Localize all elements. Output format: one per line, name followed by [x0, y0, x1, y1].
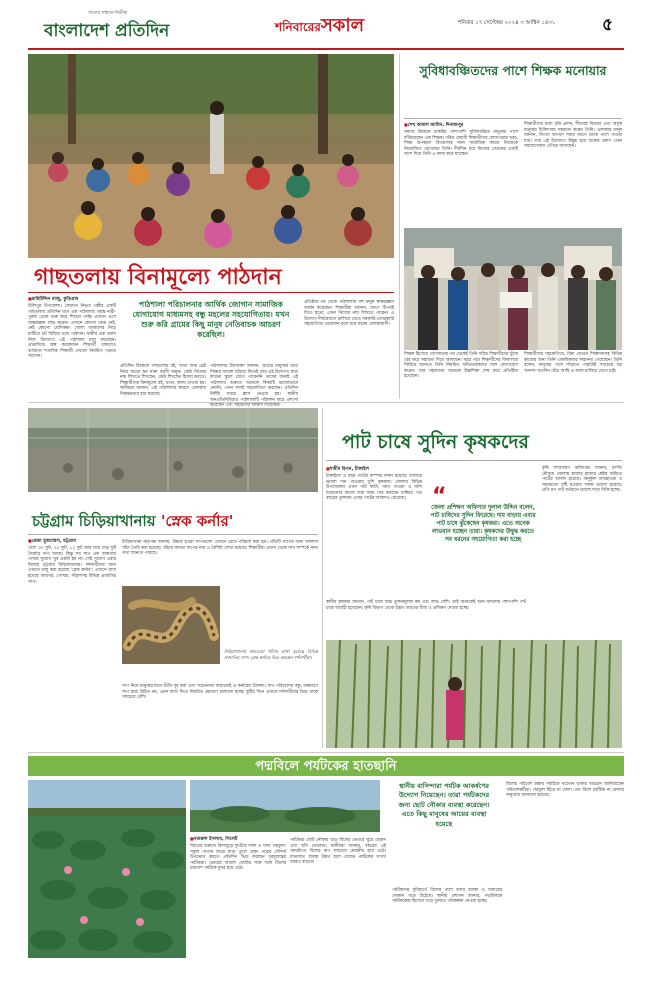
python-photo	[122, 586, 220, 664]
tree-school-photo	[28, 54, 394, 258]
article1-col1: উলিপুর উপজেলা। সেখানে নিভৃত পল্লীর একটি গাছতলায় প্রতিদিন বসে এক পাঠশালা। বয়স্ক নারী-পুরুষ থেকে শুরু করে শিশুরা পর্যন্ত এখানে এসে অক্ষরজ্ঞান লাভ করেন। এখানে কোনো বেঞ্চ নেই, নেই কোনো শ্রেণিকক্ষ। খোলা আকাশের নিচে মাটিতে চট বিছিয়ে চলে পাঠদান। স্থানীয় এক তরুণ নিজ উদ্যোগে এই পাঠশালা চালু করেছেন। প্রথমদিকে অল্প কয়েকজন শিক্ষার্থী থাকলেও বর্তমানে শতাধিক শিক্ষার্থী এখানে নিয়মিত পড়তে আসেন।	[28, 304, 116, 360]
article4-headline: পাট চাষে সুদিন কৃষকদের	[342, 431, 529, 453]
article5-col2: পর্যটকরা ছোট নৌকায় চড়ে বিলের ভেতরে ঘুরে বেড়ান এবং ছবি তোলেন। স্থানীয়রা জানান, বছরের এই সময়টাতে বিলের রূপ সবচেয়ে মোহনীয় হয়ে ওঠে। যাতায়াত ব্যবস্থা উন্নত হলে এখানে পর্যটকের সংখ্যা আরও বাড়বে।	[290, 838, 386, 866]
article3-caption: চিড়িয়াখানায় কাচঘেরা খাঁচায় রাখা হয়েছে বিভিন্ন প্রজাতির সাপ। স্নেক কর্নারে ভিড় করছেন দর্শনার্থীরা।	[224, 650, 318, 661]
article5-photo	[28, 780, 186, 958]
article3-headline-rule	[28, 534, 318, 535]
article3-col2: চিড়িয়াখানা কর্তৃপক্ষ জানায়, উদ্ধার হওয়া সাপগুলো এখানে রেখে পরিচর্যা করা হয়। প্রতিটি সাপের জন্য আলাদা খাঁচা তৈরি করা হয়েছে। খাঁচার সামনে সাপের নাম ও বৈশিষ্ট্য লেখা রয়েছে। শিক্ষার্থীরা এখান থেকে সাপ সম্পর্কে নানা তথ্য জানতে পারছে।	[122, 540, 318, 557]
supplement-logo	[275, 11, 385, 41]
article1-headline: গাছতলায় বিনামূল্যে পাঠদান	[34, 265, 282, 290]
brand-logo	[28, 10, 228, 46]
quote-mark-icon: “	[432, 484, 447, 509]
article3-col1: দেশে ৩০ ফুট, ২৫ ফুট, ১২ ফুট আর মাত্র দেড় ফুট দৈর্ঘ্যের সাপ আছে। কিন্তু সব সাপ এক জায়গায় দেখার সুযোগ খুব একটা হয় না। সেই সুযোগ এবার মিলছে চট্টগ্রাম চিড়িয়াখানায়। দর্শনার্থীদের জন্য এখানে চালু করা হয়েছে 'স্নেক কর্নার'। এখানে রাখা হয়েছে অজগর, গোখরা, দাঁড়াশসহ বিভিন্ন প্রজাতির সাপ।	[28, 546, 116, 585]
lotus-closeup-photo	[190, 780, 380, 832]
tagline: সত্যের সন্ধানে নির্ভীক	[88, 11, 127, 16]
article3-photo	[28, 408, 318, 492]
article4-headline-rule	[326, 460, 622, 461]
article3-col3: সাপ নিয়ে মানুষের মধ্যে ভীতি দূর করা এবং সচেতনতা বাড়ানোই এ কর্নারের উদ্দেশ্য। সাপ পরিবেশের বন্ধু, অকারণে সাপ মারা উচিত নয়, এমন বার্তা দিতে নিয়মিত প্রচারণা চালানো হচ্ছে। ছুটির দিনে এখানে দর্শনার্থীদের ভিড় থাকে সবচেয়ে বেশি।	[122, 684, 318, 701]
article5-pullquote: স্থানীয় বাসিন্দারা পর্যটক আকর্ষণের উদ্যোগ নিয়েছেন। তারা পর্যটকদের জন্য ছোট নৌকার ব্যবস্থা করেছেন। এতে কিছু মানুষের আয়ের ব্যবস্থা হয়েছে	[398, 782, 490, 828]
issue-date: শনিবার ১৭ সেপ্টেম্বর ২০২৪ ৩ আশ্বিন ১৪৩১	[458, 20, 556, 26]
article1-col2: প্রতিদিন বিকেলে গাছতলায় বই, খাতা আর স্লেট নিয়ে জড়ো হন নানা বয়সী মানুষ। কেউ নিজের নাম লিখতে শিখছেন, কেউ শিখছেন হিসাব করতে। শিক্ষার্থীদের বিনামূল্যে বই, খাতা, কলম দেওয়া হয়। স্থানীয়রা জানান, এই পাঠশালার কারণে এলাকায় নিরক্ষরতার হার কমেছে।	[120, 364, 206, 397]
article2-col3: শিক্ষক হিসেবে যোগদানের পর থেকেই তিনি দরিদ্র শিক্ষার্থীদের খুঁজে বের করে সহায়তা দিয়ে আসছেন। ঝরে পড়া শিক্ষার্থীদের বিদ্যালয়ে ফিরিয়ে আনতে তিনি নিয়মিত অভিভাবকদের সঙ্গে যোগাযোগ করেন। তার সহায়তায় অনেকে উচ্চশিক্ষা শেষ করে প্রতিষ্ঠিত হয়েছেন।	[404, 352, 518, 380]
article4-col2: কৃষি সম্প্রসারণ অধিদপ্তর জানায়, চলতি মৌসুমে জেলায় হাজার হাজার হেক্টর জমিতে পাটের আবাদ হয়েছে। অনুকূল আবহাওয়া ও সময়মতো বৃষ্টি হওয়ায় ফলন ভালো হয়েছে। প্রতি মণ পাট বর্তমানে ভালো দামে বিক্রি হচ্ছে।	[542, 466, 622, 494]
article5-byline: ■ নজরুল ইসলাম, সিলেট	[190, 836, 290, 843]
article2-photo	[404, 228, 622, 350]
article1-col4: প্রতিষ্ঠার পর থেকে পাঠশালায় বহু মানুষ স্বাক্ষরজ্ঞান অর্জন করেছেন। শিক্ষার্থীরা জানান, আগে টিপসই দিতে হতো, এখন নিজের নাম লিখতে পারেন। এ উদ্যোগ দীর্ঘমেয়াদে চালিয়ে যেতে সরকারি-বেসরকারি সহযোগিতা প্রয়োজন বলে মনে করেন এলাকাবাসী।	[304, 300, 394, 328]
vertical-divider-2	[322, 408, 323, 748]
vertical-divider	[399, 54, 400, 399]
article4-col3: স্থানীয় কৃষকরা জানান, পাট চাষে খরচ তুলনামূলক কম এবং লাভ বেশি। তাই অনেকেই অন্য ফসলের পাশাপাশি পাট চাষে আগ্রহী হয়েছেন। কৃষি বিভাগ থেকে উন্নত জাতের বীজ ও প্রশিক্ষণ দেওয়া হচ্ছে।	[326, 600, 526, 611]
paper-name: বাংলাদেশ প্রতিদিন	[44, 21, 170, 41]
article1-byline: ■ রাহিউদ্দিন রাজু, কুড়িগ্রাম	[28, 296, 118, 303]
article2-headline-rule	[404, 118, 622, 119]
article3-headline-quote: 'স্নেক কর্নার'	[160, 512, 234, 530]
article3-headline-pre: চট্টগ্রাম চিড়িয়াখানায়	[32, 512, 156, 530]
article1-pullquote: পাঠশালা পরিচালনার আর্থিক জোগান সামাজিক যোগাযোগ মাধ্যমসহ বন্ধু মহলের সহযোগিতায়। যখন শুরু করি গ্রামের কিছু মানুষ নেতিবাচক আচরণ করেছিল।	[132, 300, 290, 339]
article5-col1: শরতের শুরুতে বিলজুড়ে ফুটেছে লাল ও সাদা পদ্মফুল। সবুজ পাতার মাঝে মাথা তুলে থাকা পদ্মের সৌন্দর্য উপভোগ করতে প্রতিদিন ভিড় করছেন দূরদূরান্তের পর্যটকরা। ভোরের আলো ফোটার সঙ্গে সঙ্গে বিলের চারপাশ পর্যটকে মুখর হয়ে ওঠে।	[190, 844, 286, 872]
supplement-prefix: শনিবারের	[275, 20, 321, 34]
article2-col4: শিক্ষার্থীদের সহযোগিতা, বিনা বেতনে শিক্ষাদানসহ বিভিন্ন কাজের জন্য তিনি একাধিকবার সম্মাননা পেয়েছেন। তিনি বলেন, মানুষের পাশে দাঁড়াতে পারাটাই সবচেয়ে বড় আনন্দ। যতদিন বেঁচে আছি এ কাজ চালিয়ে যেতে চাই।	[524, 352, 622, 374]
lotus-lake-photo	[28, 780, 186, 958]
article3-byline: ■ রেজা মুজাম্মেল, চট্টগ্রাম	[28, 538, 118, 545]
article4-col1: টাঙ্গাইলে এ বছর পাটের বাম্পার ফলন হয়েছে। বাজারে ভালো দাম পাওয়ায় খুশি কৃষকরা। জেলার বিভিন্ন উপজেলায় এখন পাট কাটা, জাগ দেওয়া ও আঁশ ছাড়ানোর কাজে ব্যস্ত সময় পার করছেন চাষিরা। গত বছরের তুলনায় এবার পাটের আবাদও বেড়েছে।	[326, 474, 422, 502]
article5-col4: বিলের পরিবেশ রক্ষায় সবাইকে সচেতন থাকার আহ্বান জানিয়েছেন পরিবেশকর্মীরা। পদ্মফুল ছিঁড়ে না ফেলা এবং বিলে প্লাস্টিক না ফেলার অনুরোধ জানানো হয়েছে।	[506, 782, 624, 799]
jute-field-photo	[326, 640, 622, 748]
supplement-suffix: সকাল	[320, 15, 365, 36]
article4-byline: ■ শামীম রিপন, টাঙ্গাইল	[326, 466, 422, 473]
article4-pullquote: জেলা প্রশিক্ষণ অফিসার দুলাল উদ্দিন বলেন, পাট চাষিদের সুদিন ফিরেছে। দাম বাড়ায় এবার পাট চাষে ঝুঁকেছেন কৃষকরা। এতে অনেক লাভবান হচ্ছেন তারা। কৃষকদের উদ্বুদ্ধ করতে সব ধরনের সহযোগিতা করা হচ্ছে	[430, 505, 536, 543]
headline-underline	[28, 292, 394, 293]
article4-photo	[326, 640, 622, 748]
masthead-divider	[28, 48, 624, 50]
article5-photo-2	[190, 780, 380, 832]
article2-byline: ■ শেখ কামাল আমিন, দিনাজপুর	[404, 122, 524, 129]
masthead	[0, 0, 650, 56]
article5-headline: পদ্মবিলে পর্যটকের হাতছানি	[255, 759, 397, 774]
article1-col3: পাঠশালার উদ্যোক্তা জানান, গ্রামের মানুষের মধ্যে শিক্ষার আলো ছড়িয়ে দিতেই তার এই উদ্যোগ। যারা কখনো স্কুলে যেতে পারেননি তাদের জন্যই এই পাঠশালা। শুরুতে অনেকে বিষয়টি ভালোভাবে নেয়নি, এখন সবাই সহযোগিতা করছেন। প্রতিদিন নির্দিষ্ট সময়ে ক্লাস নেওয়া হয়। স্থানীয় জনপ্রতিনিধিরাও পাঠশালাটি পরিদর্শন করে প্রশংসা করেছেন এবং সহায়তার আশ্বাস দিয়েছেন।	[210, 364, 298, 409]
article5-col3: পর্যটকদের সুবিধার্থে বিলের পাশে বসার ব্যবস্থা ও খাবারের দোকান গড়ে উঠেছে। স্থানীয় প্রশাসন জানায়, পদ্মবিলকে পর্যটনকেন্দ্র হিসেবে গড়ে তুলতে পরিকল্পনা নেওয়া হচ্ছে।	[392, 888, 502, 905]
article2-col1: সমাজ উন্নয়নে চাকরির পাশাপাশি সুবিধাবঞ্চিত মানুষের পাশে দাঁড়িয়েছেন এক শিক্ষক। দরিদ্র মেধাবী শিক্ষার্থীদের লেখাপড়ার খরচ, শিক্ষা উপকরণ বিতরণসহ নানা সামাজিক কাজে নিজেকে নিয়োজিত রেখেছেন তিনি। দীর্ঘদিন ধরে নিজের বেতনের একটি অংশ দিয়ে তিনি এ কাজ করে যাচ্ছেন।	[404, 130, 518, 158]
article3-snake-photo	[122, 586, 220, 664]
article1-photo	[28, 54, 394, 258]
snake-enclosure-photo	[28, 408, 318, 492]
article2-headline: সুবিধাবঞ্চিতদের পাশে শিক্ষক মনোয়ার	[419, 63, 607, 78]
page-number: ৫	[602, 15, 614, 35]
article2-headline-box	[404, 58, 622, 114]
award-ceremony-photo	[404, 228, 622, 350]
article2-col2: শিক্ষার্থীদের মধ্যে বৃত্তি প্রদান, শীতবস্ত্র বিতরণ এবং অসুস্থ মানুষের চিকিৎসায় সহায়তা করেন তিনি। এলাকার মানুষ জানান, বিপদে আপদে সবার আগে তাকে পাশে পাওয়া যায়। তার এই উদ্যোগে উদ্বুদ্ধ হয়ে অনেক তরুণ এখন সমাজসেবায় এগিয়ে আসছেন।	[524, 122, 622, 150]
article3-headline	[32, 510, 318, 535]
horizontal-divider-2	[28, 752, 624, 753]
horizontal-divider	[28, 402, 624, 403]
